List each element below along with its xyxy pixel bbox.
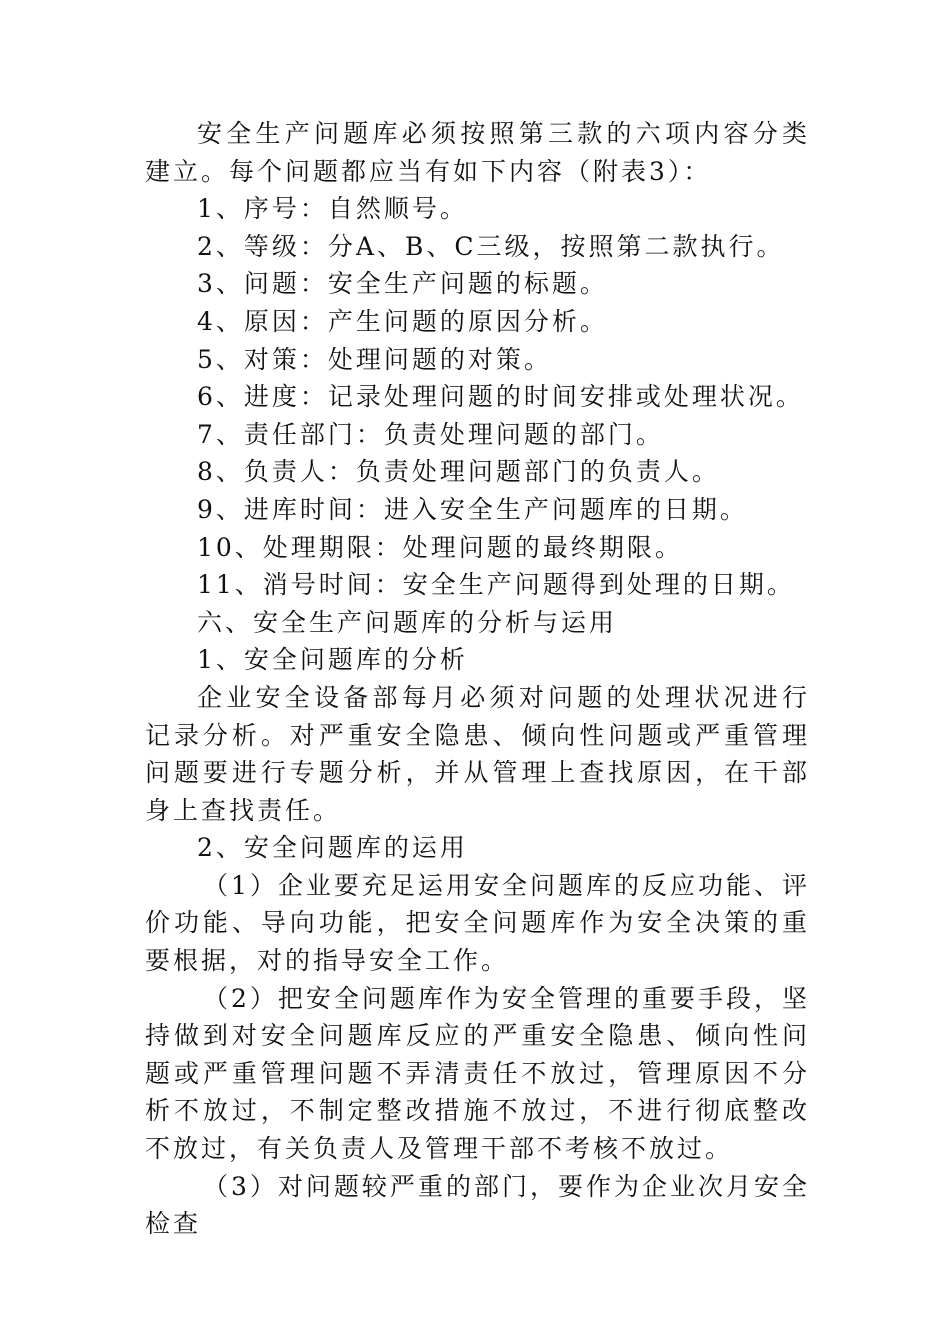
intro-paragraph: 安全生产问题库必须按照第三款的六项内容分类建立。每个问题都应当有如下内容（附表3）：: [145, 119, 810, 186]
application-point-3: （3）对问题较严重的部门，要作为企业次月安全检查: [145, 1171, 810, 1239]
content-item-list: [145, 190, 810, 604]
list-item: 4、原因：产生问题的原因分析。: [197, 306, 608, 336]
document-body: [145, 115, 810, 1243]
list-item: 11、消号时间：安全生产问题得到处理的日期。: [197, 570, 795, 600]
list-item: 10、处理期限：处理问题的最终期限。: [197, 532, 683, 562]
list-item: 1、序号：自然顺号。: [197, 194, 468, 224]
list-item: 9、进库时间：进入安全生产问题库的日期。: [197, 494, 748, 524]
analysis-paragraph: 企业安全设备部每月必须对问题的处理状况进行记录分析。对严重安全隐患、倾向性问题或严重管理问题要进行专题分析，并从管理上查找原因，在干部身上查找责任。: [145, 682, 810, 825]
subsection-heading-analysis: 1、安全问题库的分析: [197, 645, 468, 675]
subsection-heading-application: 2、安全问题库的运用: [197, 833, 468, 863]
list-item: 3、问题：安全生产问题的标题。: [197, 269, 608, 299]
section-heading: 六、安全生产问题库的分析与运用: [197, 607, 618, 637]
list-item: 6、进度：记录处理问题的时间安排或处理状况。: [197, 382, 804, 412]
list-item: 8、负责人：负责处理问题部门的负责人。: [197, 457, 720, 487]
list-item: 5、对策：处理问题的对策。: [197, 344, 552, 374]
application-point-1: （1）企业要充足运用安全问题库的反应功能、评价功能、导向功能，把安全问题库作为安全决策的重要根据，对的指导安全工作。: [145, 870, 810, 976]
application-point-2: （2）把安全问题库作为安全管理的重要手段，坚持做到对安全问题库反应的严重安全隐患、倾向性问题或严重管理问题不弄清责任不放过，管理原因不分析不放过，不制定整改措施不放过，不进行彻底整改不放过，有关负责人及管理干部不考核不放过。: [145, 983, 810, 1164]
list-item: 7、责任部门：负责处理问题的部门。: [197, 419, 664, 449]
list-item: 2、等级：分A、B、C三级，按照第二款执行。: [197, 231, 785, 261]
